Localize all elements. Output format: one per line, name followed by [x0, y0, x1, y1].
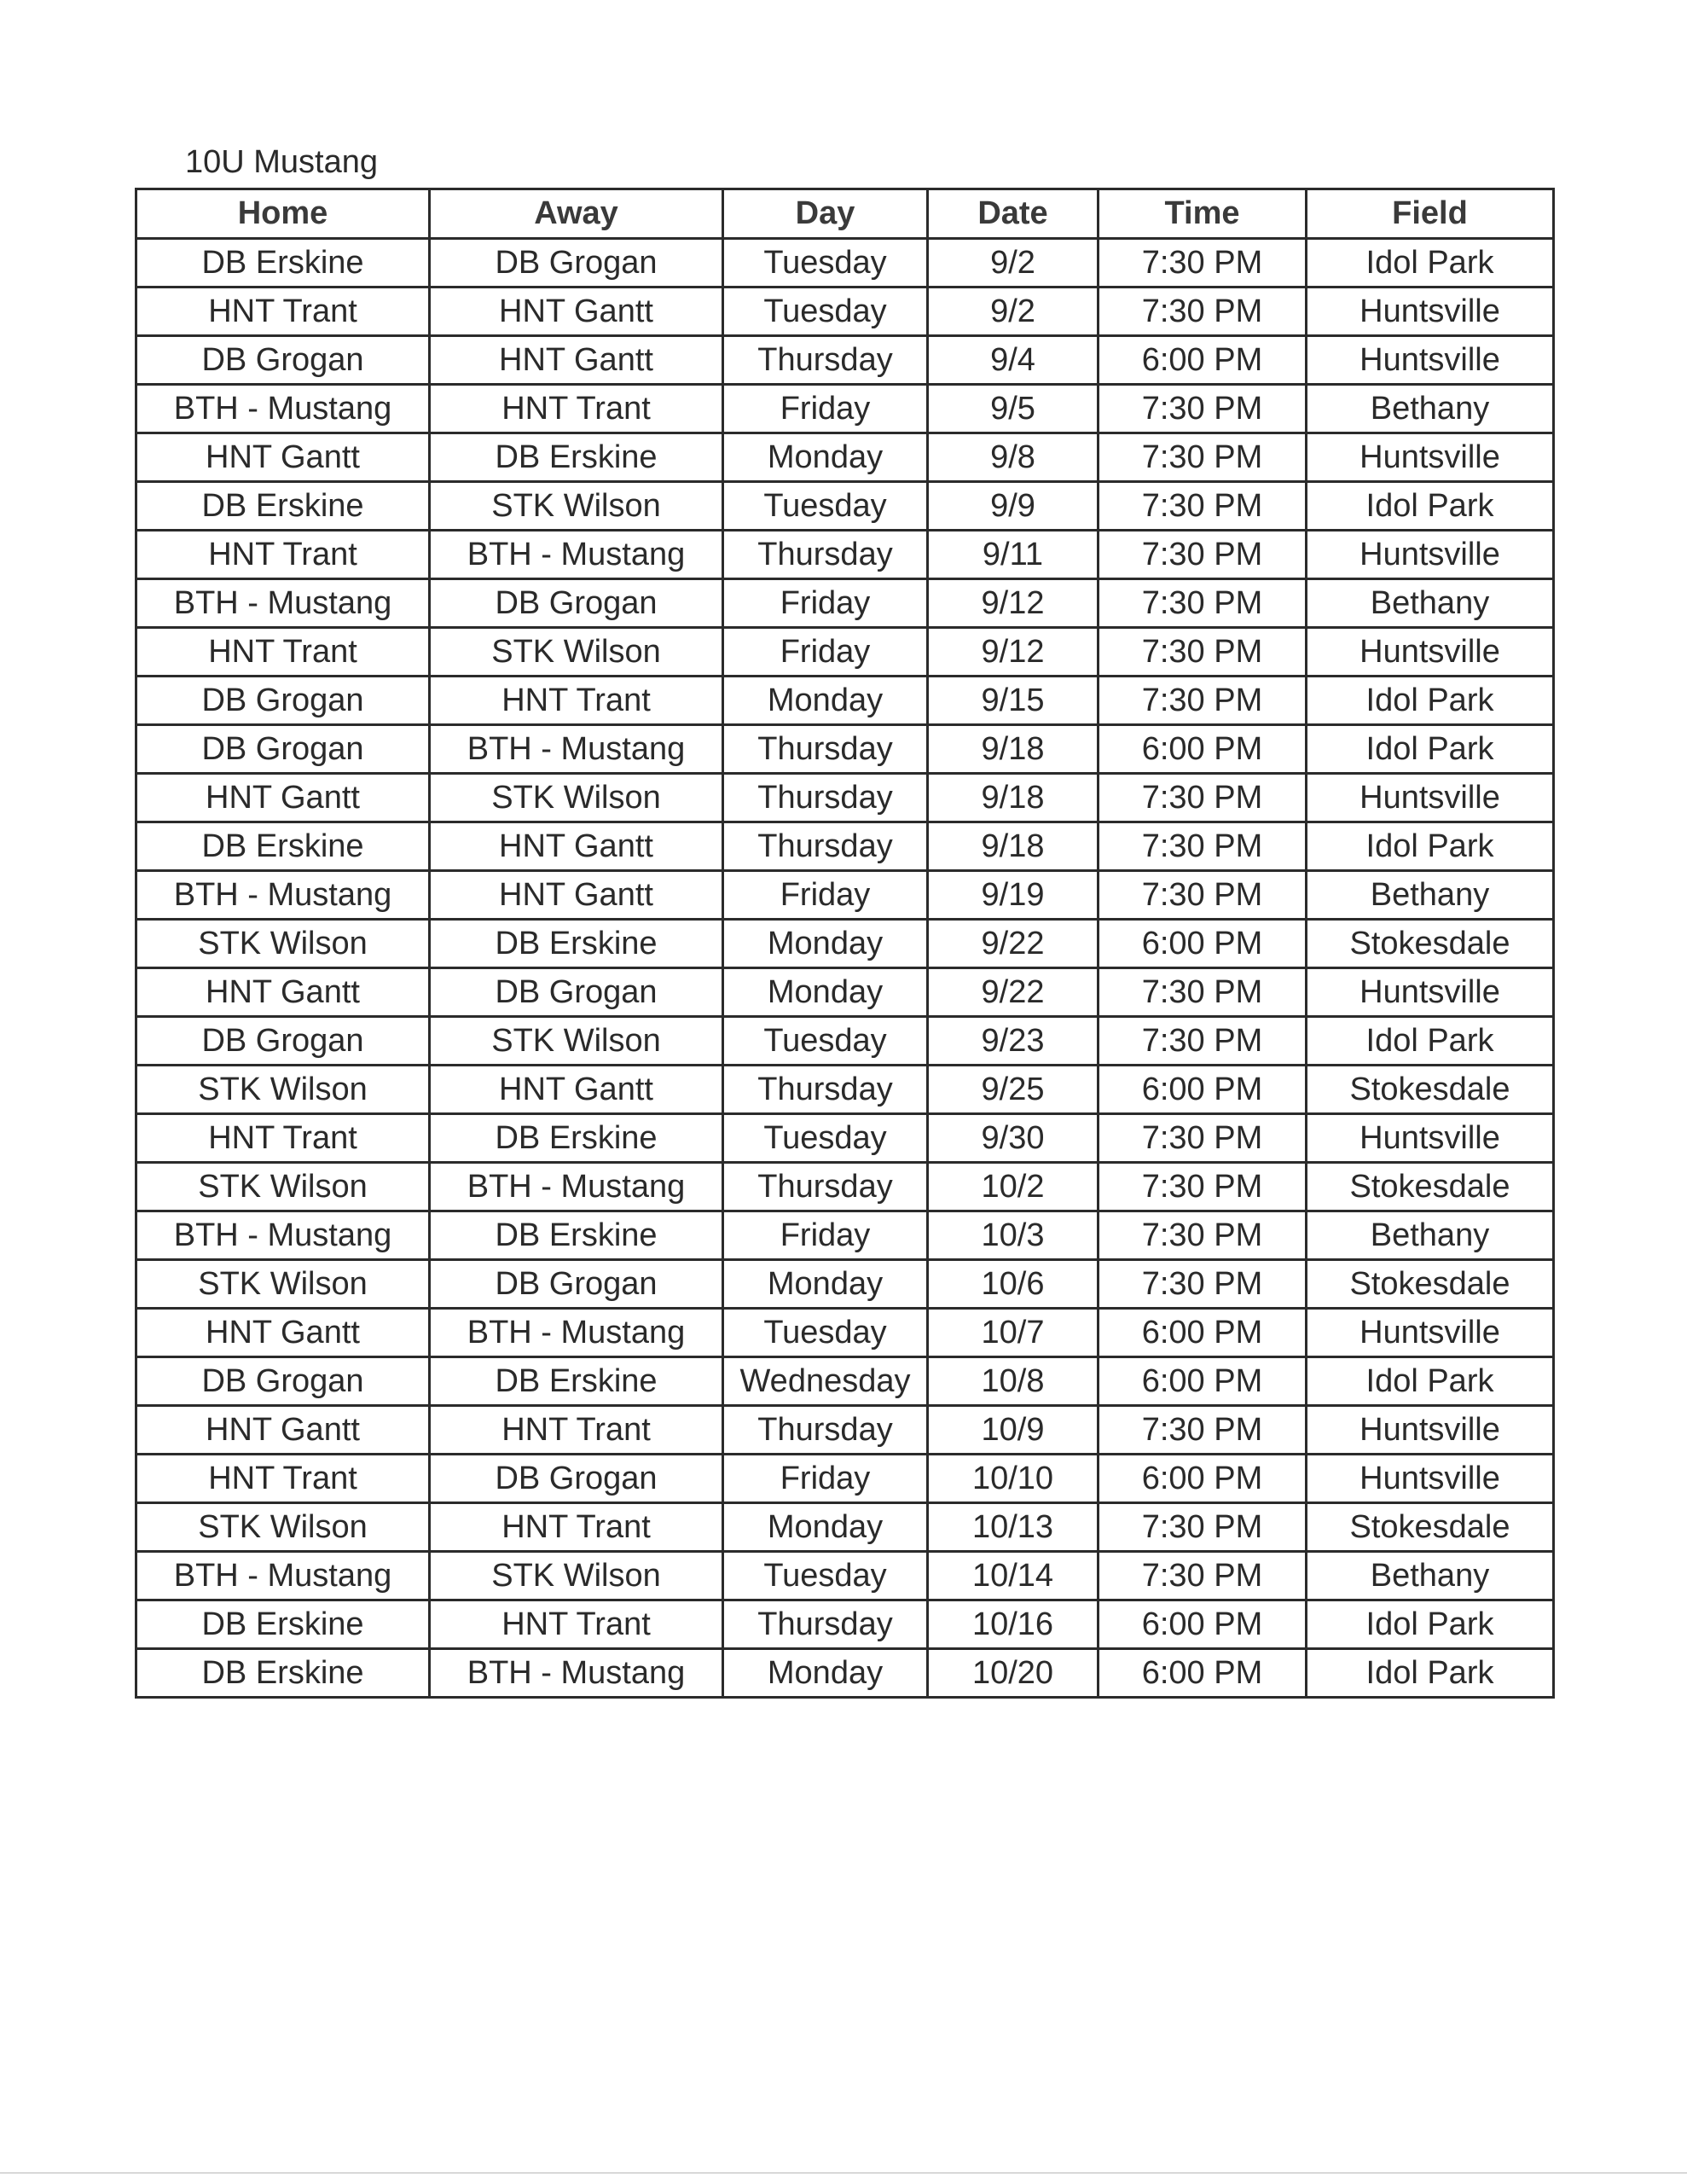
day-cell: Tuesday: [723, 482, 928, 531]
table-body: [136, 239, 1554, 1698]
date-cell: 9/30: [928, 1114, 1099, 1163]
day-cell: Friday: [723, 1455, 928, 1503]
day-cell: Monday: [723, 1503, 928, 1552]
field-cell: Idol Park: [1307, 239, 1554, 288]
column-header-field: Field: [1307, 189, 1554, 239]
header-row: [136, 189, 1554, 239]
away-team-cell: DB Erskine: [430, 1211, 723, 1260]
table-row: [136, 1114, 1554, 1163]
field-cell: Huntsville: [1307, 1114, 1554, 1163]
day-cell: Monday: [723, 433, 928, 482]
day-cell: Friday: [723, 871, 928, 920]
table-row: [136, 1017, 1554, 1066]
day-cell: Tuesday: [723, 288, 928, 336]
date-cell: 9/19: [928, 871, 1099, 920]
table-row: [136, 482, 1554, 531]
home-team-cell: HNT Trant: [136, 531, 430, 579]
table-row: [136, 1309, 1554, 1357]
day-cell: Tuesday: [723, 239, 928, 288]
time-cell: 7:30 PM: [1099, 1406, 1307, 1455]
home-team-cell: HNT Gantt: [136, 968, 430, 1017]
page-edge-divider: [0, 2172, 1687, 2174]
home-team-cell: HNT Gantt: [136, 774, 430, 822]
home-team-cell: STK Wilson: [136, 1503, 430, 1552]
table-row: [136, 725, 1554, 774]
away-team-cell: HNT Trant: [430, 1600, 723, 1649]
date-cell: 9/2: [928, 288, 1099, 336]
time-cell: 6:00 PM: [1099, 1455, 1307, 1503]
table-row: [136, 1552, 1554, 1600]
date-cell: 9/25: [928, 1066, 1099, 1114]
away-team-cell: HNT Trant: [430, 1406, 723, 1455]
column-header-time: Time: [1099, 189, 1307, 239]
time-cell: 7:30 PM: [1099, 677, 1307, 725]
field-cell: Stokesdale: [1307, 920, 1554, 968]
schedule-sheet: [135, 136, 1552, 1699]
home-team-cell: DB Erskine: [136, 822, 430, 871]
home-team-cell: DB Grogan: [136, 336, 430, 385]
day-cell: Thursday: [723, 725, 928, 774]
date-cell: 9/9: [928, 482, 1099, 531]
time-cell: 7:30 PM: [1099, 628, 1307, 677]
field-cell: Idol Park: [1307, 677, 1554, 725]
time-cell: 7:30 PM: [1099, 482, 1307, 531]
time-cell: 6:00 PM: [1099, 1600, 1307, 1649]
column-header-day: Day: [723, 189, 928, 239]
day-cell: Friday: [723, 579, 928, 628]
time-cell: 7:30 PM: [1099, 1017, 1307, 1066]
day-cell: Thursday: [723, 1600, 928, 1649]
away-team-cell: HNT Gantt: [430, 288, 723, 336]
date-cell: 9/2: [928, 239, 1099, 288]
away-team-cell: HNT Gantt: [430, 1066, 723, 1114]
date-cell: 9/8: [928, 433, 1099, 482]
date-cell: 9/18: [928, 774, 1099, 822]
column-header-away: Away: [430, 189, 723, 239]
field-cell: Huntsville: [1307, 968, 1554, 1017]
away-team-cell: BTH - Mustang: [430, 1649, 723, 1698]
day-cell: Wednesday: [723, 1357, 928, 1406]
away-team-cell: BTH - Mustang: [430, 1163, 723, 1211]
table-row: [136, 920, 1554, 968]
home-team-cell: HNT Gantt: [136, 433, 430, 482]
table-row: [136, 774, 1554, 822]
time-cell: 7:30 PM: [1099, 1260, 1307, 1309]
home-team-cell: DB Erskine: [136, 239, 430, 288]
away-team-cell: DB Grogan: [430, 1260, 723, 1309]
time-cell: 7:30 PM: [1099, 968, 1307, 1017]
time-cell: 7:30 PM: [1099, 579, 1307, 628]
date-cell: 10/10: [928, 1455, 1099, 1503]
home-team-cell: BTH - Mustang: [136, 385, 430, 433]
day-cell: Friday: [723, 628, 928, 677]
schedule-table: [135, 188, 1555, 1699]
home-team-cell: STK Wilson: [136, 1066, 430, 1114]
field-cell: Huntsville: [1307, 774, 1554, 822]
day-cell: Thursday: [723, 774, 928, 822]
date-cell: 9/4: [928, 336, 1099, 385]
column-header-home: Home: [136, 189, 430, 239]
field-cell: Stokesdale: [1307, 1163, 1554, 1211]
time-cell: 6:00 PM: [1099, 336, 1307, 385]
table-row: [136, 968, 1554, 1017]
field-cell: Huntsville: [1307, 1455, 1554, 1503]
field-cell: Bethany: [1307, 871, 1554, 920]
date-cell: 9/18: [928, 822, 1099, 871]
home-team-cell: DB Grogan: [136, 1017, 430, 1066]
day-cell: Tuesday: [723, 1552, 928, 1600]
home-team-cell: BTH - Mustang: [136, 1211, 430, 1260]
away-team-cell: HNT Trant: [430, 1503, 723, 1552]
away-team-cell: STK Wilson: [430, 774, 723, 822]
home-team-cell: STK Wilson: [136, 1163, 430, 1211]
field-cell: Idol Park: [1307, 822, 1554, 871]
date-cell: 9/12: [928, 579, 1099, 628]
time-cell: 7:30 PM: [1099, 871, 1307, 920]
caption-row: [135, 136, 1552, 188]
date-cell: 10/9: [928, 1406, 1099, 1455]
table-row: [136, 1503, 1554, 1552]
away-team-cell: BTH - Mustang: [430, 531, 723, 579]
home-team-cell: DB Erskine: [136, 1600, 430, 1649]
away-team-cell: STK Wilson: [430, 628, 723, 677]
away-team-cell: HNT Gantt: [430, 336, 723, 385]
table-row: [136, 385, 1554, 433]
home-team-cell: HNT Trant: [136, 1114, 430, 1163]
away-team-cell: DB Grogan: [430, 1455, 723, 1503]
table-row: [136, 288, 1554, 336]
time-cell: 6:00 PM: [1099, 725, 1307, 774]
home-team-cell: BTH - Mustang: [136, 579, 430, 628]
away-team-cell: STK Wilson: [430, 482, 723, 531]
time-cell: 6:00 PM: [1099, 1357, 1307, 1406]
table-header: [136, 189, 1554, 239]
away-team-cell: DB Grogan: [430, 579, 723, 628]
day-cell: Thursday: [723, 1066, 928, 1114]
field-cell: Huntsville: [1307, 433, 1554, 482]
away-team-cell: DB Erskine: [430, 1357, 723, 1406]
table-row: [136, 1455, 1554, 1503]
day-cell: Thursday: [723, 336, 928, 385]
home-team-cell: HNT Trant: [136, 628, 430, 677]
home-team-cell: DB Erskine: [136, 1649, 430, 1698]
date-cell: 9/23: [928, 1017, 1099, 1066]
table-row: [136, 433, 1554, 482]
away-team-cell: HNT Gantt: [430, 822, 723, 871]
time-cell: 7:30 PM: [1099, 531, 1307, 579]
column-header-date: Date: [928, 189, 1099, 239]
date-cell: 10/7: [928, 1309, 1099, 1357]
home-team-cell: DB Grogan: [136, 677, 430, 725]
date-cell: 10/6: [928, 1260, 1099, 1309]
day-cell: Thursday: [723, 531, 928, 579]
table-row: [136, 579, 1554, 628]
day-cell: Monday: [723, 1649, 928, 1698]
home-team-cell: BTH - Mustang: [136, 1552, 430, 1600]
field-cell: Huntsville: [1307, 531, 1554, 579]
day-cell: Friday: [723, 1211, 928, 1260]
time-cell: 7:30 PM: [1099, 385, 1307, 433]
time-cell: 7:30 PM: [1099, 1163, 1307, 1211]
home-team-cell: HNT Trant: [136, 288, 430, 336]
field-cell: Idol Park: [1307, 725, 1554, 774]
table-row: [136, 239, 1554, 288]
time-cell: 7:30 PM: [1099, 1503, 1307, 1552]
home-team-cell: STK Wilson: [136, 920, 430, 968]
table-row: [136, 1649, 1554, 1698]
away-team-cell: BTH - Mustang: [430, 1309, 723, 1357]
home-team-cell: DB Grogan: [136, 1357, 430, 1406]
home-team-cell: DB Erskine: [136, 482, 430, 531]
time-cell: 6:00 PM: [1099, 1309, 1307, 1357]
field-cell: Huntsville: [1307, 288, 1554, 336]
field-cell: Huntsville: [1307, 1406, 1554, 1455]
away-team-cell: HNT Gantt: [430, 871, 723, 920]
time-cell: 7:30 PM: [1099, 1211, 1307, 1260]
home-team-cell: HNT Trant: [136, 1455, 430, 1503]
away-team-cell: HNT Trant: [430, 677, 723, 725]
field-cell: Bethany: [1307, 385, 1554, 433]
field-cell: Stokesdale: [1307, 1503, 1554, 1552]
date-cell: 10/14: [928, 1552, 1099, 1600]
time-cell: 7:30 PM: [1099, 433, 1307, 482]
table-row: [136, 336, 1554, 385]
table-row: [136, 1406, 1554, 1455]
field-cell: Stokesdale: [1307, 1066, 1554, 1114]
home-team-cell: HNT Gantt: [136, 1406, 430, 1455]
day-cell: Tuesday: [723, 1309, 928, 1357]
date-cell: 9/22: [928, 968, 1099, 1017]
time-cell: 7:30 PM: [1099, 822, 1307, 871]
away-team-cell: STK Wilson: [430, 1552, 723, 1600]
date-cell: 10/3: [928, 1211, 1099, 1260]
date-cell: 10/20: [928, 1649, 1099, 1698]
date-cell: 10/16: [928, 1600, 1099, 1649]
field-cell: Huntsville: [1307, 628, 1554, 677]
time-cell: 6:00 PM: [1099, 1066, 1307, 1114]
day-cell: Friday: [723, 385, 928, 433]
field-cell: Idol Park: [1307, 1357, 1554, 1406]
away-team-cell: HNT Trant: [430, 385, 723, 433]
day-cell: Thursday: [723, 1163, 928, 1211]
table-row: [136, 871, 1554, 920]
time-cell: 7:30 PM: [1099, 774, 1307, 822]
table-row: [136, 822, 1554, 871]
away-team-cell: DB Grogan: [430, 968, 723, 1017]
table-row: [136, 677, 1554, 725]
day-cell: Thursday: [723, 822, 928, 871]
schedule-title: 10U Mustang: [184, 144, 378, 180]
table-row: [136, 1066, 1554, 1114]
date-cell: 9/12: [928, 628, 1099, 677]
date-cell: 10/8: [928, 1357, 1099, 1406]
time-cell: 7:30 PM: [1099, 1114, 1307, 1163]
field-cell: Idol Park: [1307, 1649, 1554, 1698]
table-row: [136, 1600, 1554, 1649]
table-row: [136, 1260, 1554, 1309]
day-cell: Tuesday: [723, 1017, 928, 1066]
table-row: [136, 1163, 1554, 1211]
table-row: [136, 531, 1554, 579]
time-cell: 7:30 PM: [1099, 1552, 1307, 1600]
away-team-cell: DB Erskine: [430, 1114, 723, 1163]
time-cell: 7:30 PM: [1099, 288, 1307, 336]
day-cell: Monday: [723, 920, 928, 968]
date-cell: 9/22: [928, 920, 1099, 968]
field-cell: Bethany: [1307, 579, 1554, 628]
home-team-cell: HNT Gantt: [136, 1309, 430, 1357]
field-cell: Huntsville: [1307, 1309, 1554, 1357]
home-team-cell: STK Wilson: [136, 1260, 430, 1309]
away-team-cell: DB Erskine: [430, 920, 723, 968]
date-cell: 10/13: [928, 1503, 1099, 1552]
day-cell: Tuesday: [723, 1114, 928, 1163]
day-cell: Monday: [723, 1260, 928, 1309]
day-cell: Monday: [723, 968, 928, 1017]
time-cell: 6:00 PM: [1099, 1649, 1307, 1698]
field-cell: Bethany: [1307, 1552, 1554, 1600]
date-cell: 10/2: [928, 1163, 1099, 1211]
away-team-cell: STK Wilson: [430, 1017, 723, 1066]
table-row: [136, 628, 1554, 677]
field-cell: Bethany: [1307, 1211, 1554, 1260]
home-team-cell: DB Grogan: [136, 725, 430, 774]
table-row: [136, 1211, 1554, 1260]
home-team-cell: BTH - Mustang: [136, 871, 430, 920]
away-team-cell: DB Grogan: [430, 239, 723, 288]
time-cell: 7:30 PM: [1099, 239, 1307, 288]
date-cell: 9/18: [928, 725, 1099, 774]
day-cell: Monday: [723, 677, 928, 725]
field-cell: Huntsville: [1307, 336, 1554, 385]
date-cell: 9/11: [928, 531, 1099, 579]
field-cell: Idol Park: [1307, 1017, 1554, 1066]
date-cell: 9/15: [928, 677, 1099, 725]
day-cell: Thursday: [723, 1406, 928, 1455]
date-cell: 9/5: [928, 385, 1099, 433]
field-cell: Idol Park: [1307, 1600, 1554, 1649]
away-team-cell: BTH - Mustang: [430, 725, 723, 774]
away-team-cell: DB Erskine: [430, 433, 723, 482]
field-cell: Stokesdale: [1307, 1260, 1554, 1309]
table-row: [136, 1357, 1554, 1406]
time-cell: 6:00 PM: [1099, 920, 1307, 968]
field-cell: Idol Park: [1307, 482, 1554, 531]
